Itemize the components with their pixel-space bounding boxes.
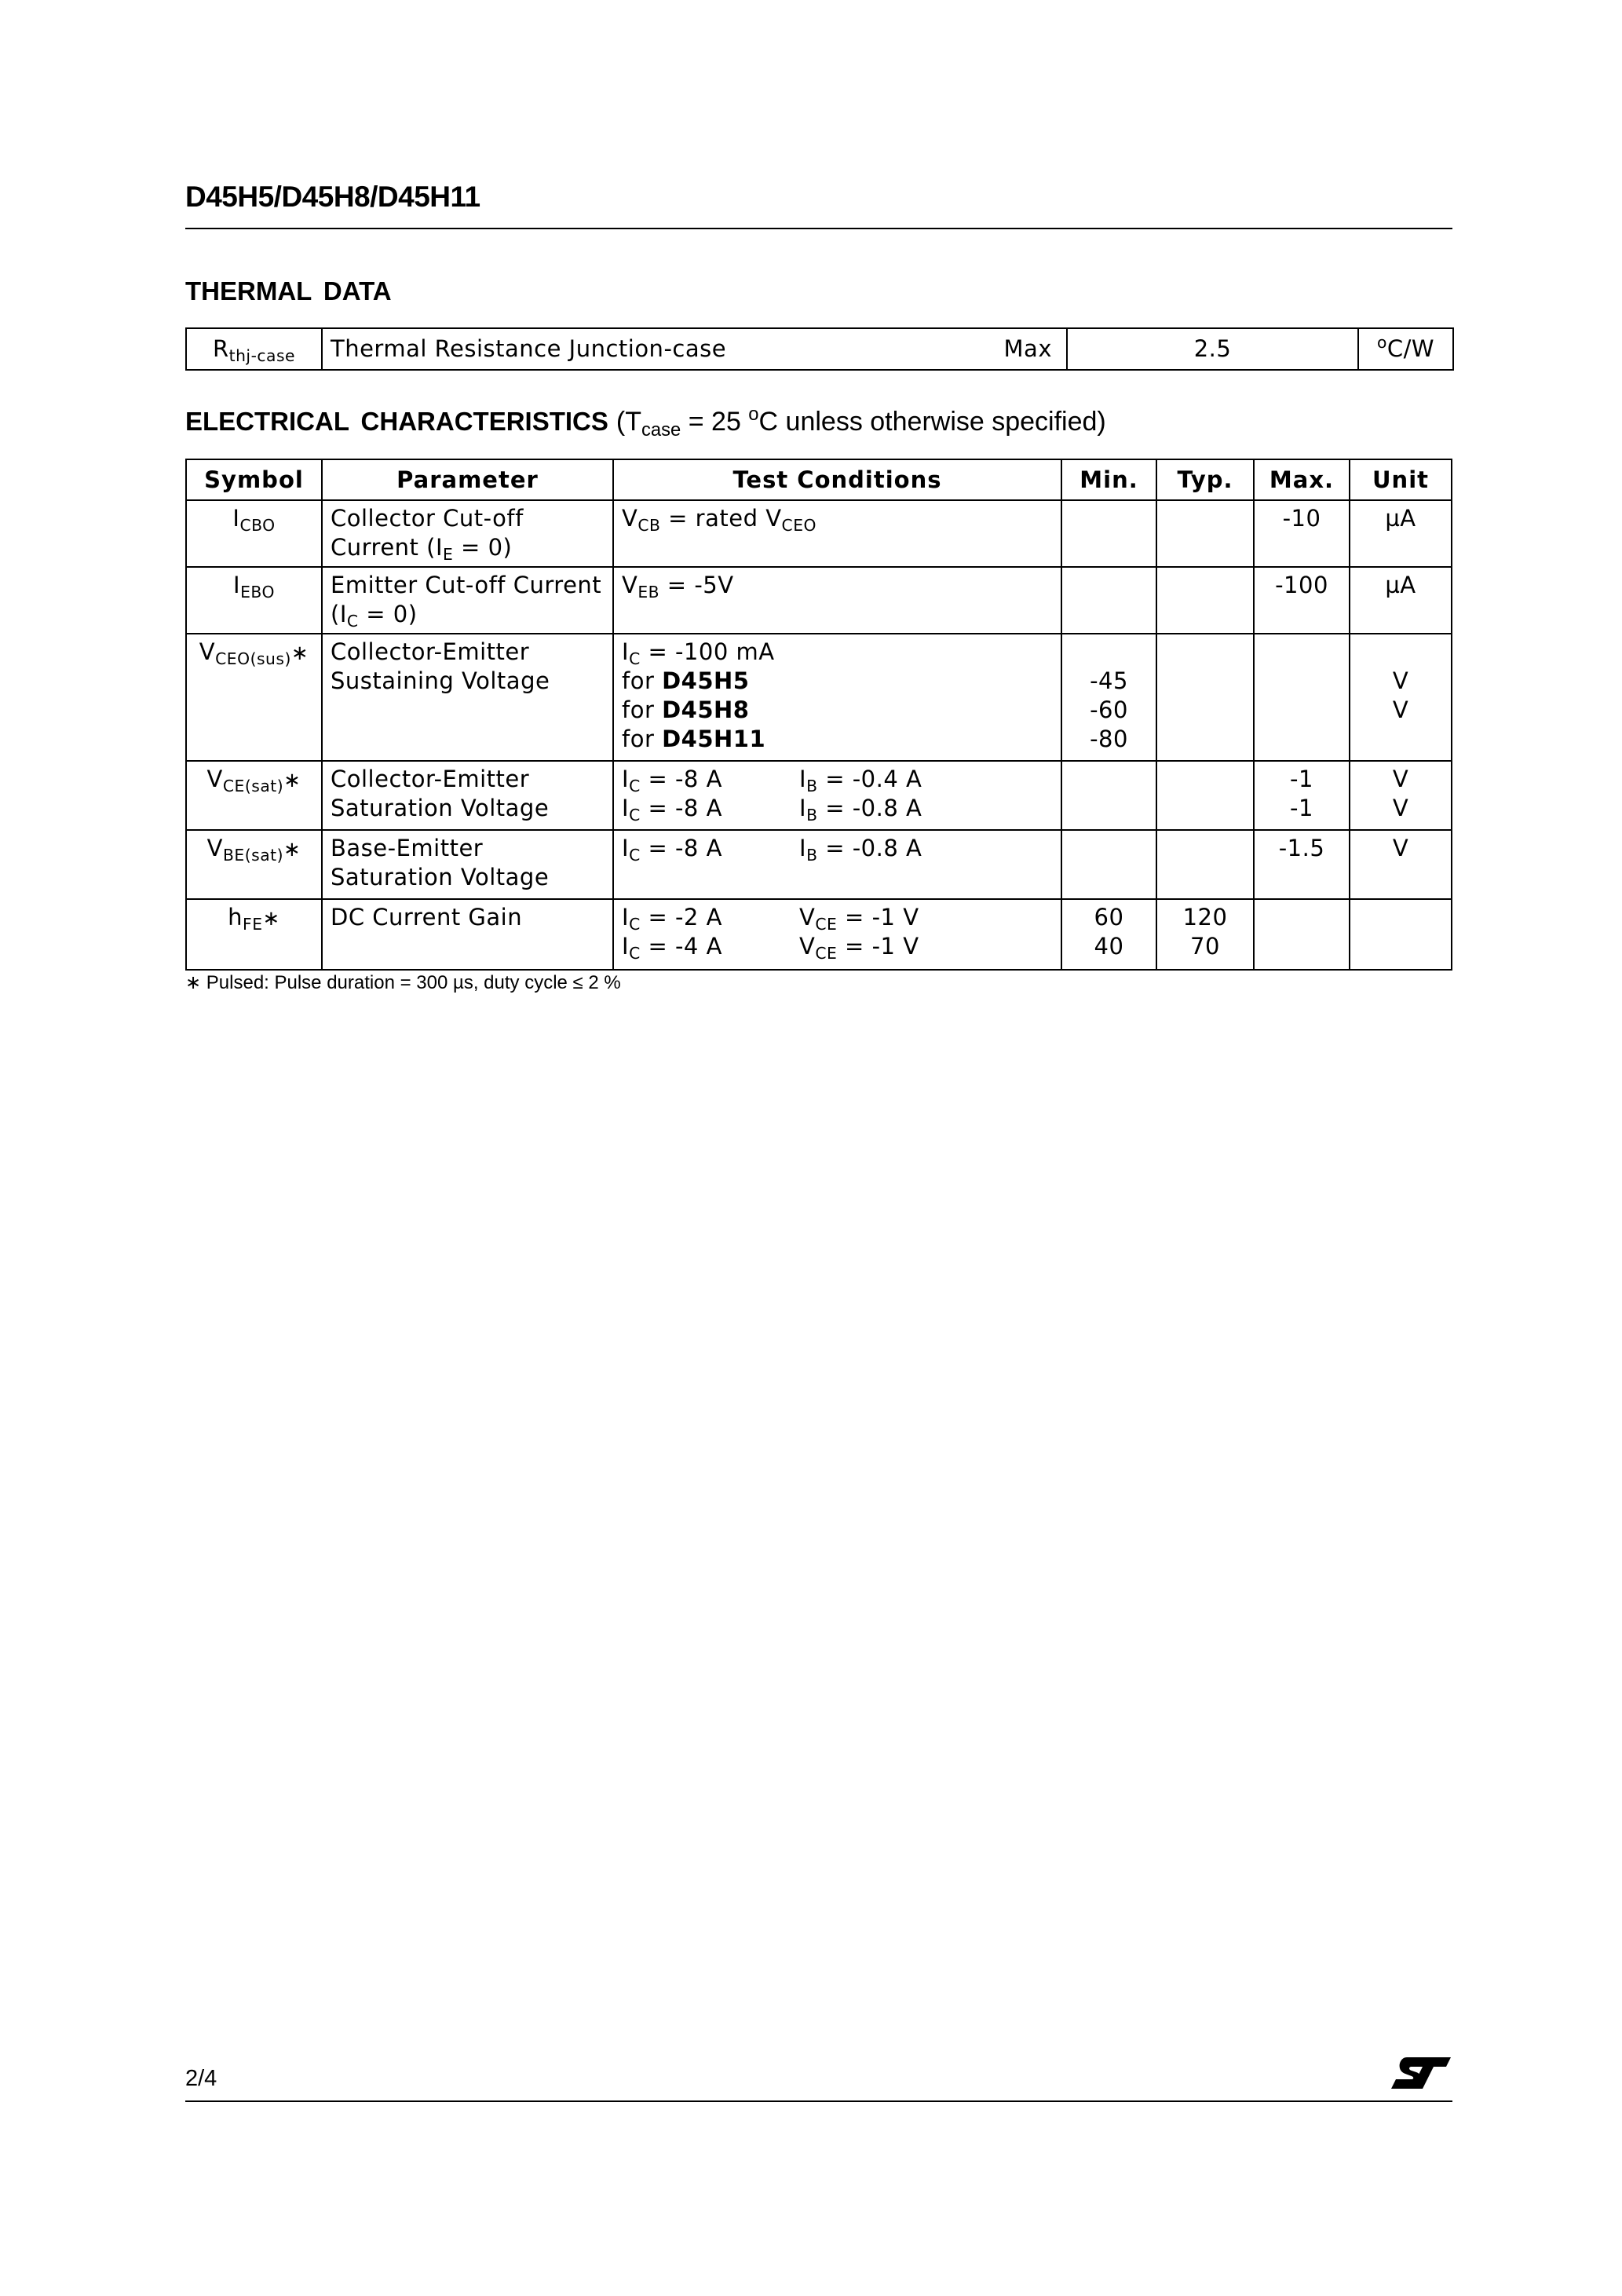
table-row — [186, 328, 1453, 370]
symbol-cell: $V_{BE(sat)}∗$ — [186, 830, 322, 899]
parameter-cell: DC Current Gain — [322, 899, 613, 970]
parameter-cell: Collector Cut-off Current $(I_E = 0)$ — [322, 500, 613, 567]
min-cell — [1061, 830, 1156, 899]
column-header: Typ. — [1156, 459, 1254, 500]
min-cell: 60 40 — [1061, 899, 1156, 970]
test-conditions-cell: $I_C = -8$ A $I_B = -0.4$ A $I_C = -8$ A $I_B = -0.8$ A — [613, 761, 1061, 830]
min-cell: -45 -60 -80 — [1061, 634, 1156, 761]
table-row — [186, 761, 1452, 830]
column-header: Symbol — [186, 459, 322, 500]
thermal-unit: $^o$C/W — [1358, 328, 1453, 370]
symbol-cell: $V_{CEO(sus)}∗$ — [186, 634, 322, 761]
typ-cell: 120 70 — [1156, 899, 1254, 970]
max-cell: -100 — [1254, 567, 1350, 634]
min-cell — [1061, 567, 1156, 634]
test-conditions-cell: $I_C = -8$ A $I_B = -0.8$ A — [613, 830, 1061, 899]
table-row — [186, 899, 1452, 970]
page-number: 2/4 — [185, 2066, 217, 2091]
electrical-conditions-note: ($T_{case} = 25$ $^o$C unless otherwise specified) — [616, 403, 1106, 441]
thermal-symbol: $R_{thj-case}$ — [186, 328, 322, 370]
test-conditions-cell: $V_{EB} = -5V$ — [613, 567, 1061, 634]
column-header: Unit — [1350, 459, 1452, 500]
max-cell — [1254, 634, 1350, 761]
table-header-row — [186, 459, 1452, 500]
unit-cell: µA — [1350, 567, 1452, 634]
thermal-description: Thermal Resistance Junction-case — [331, 335, 727, 362]
max-cell — [1254, 899, 1350, 970]
table-row — [186, 567, 1452, 634]
thermal-data-table — [185, 327, 1454, 371]
parameter-cell: Base-Emitter Saturation Voltage — [322, 830, 613, 899]
st-logo-icon — [1390, 2056, 1452, 2090]
symbol-cell: $I_{EBO}$ — [186, 567, 322, 634]
parameter-cell: Collector-Emitter Sustaining Voltage — [322, 634, 613, 761]
column-header: Max. — [1254, 459, 1350, 500]
typ-cell — [1156, 500, 1254, 567]
footer-rule — [185, 2100, 1452, 2102]
max-cell: -1.5 — [1254, 830, 1350, 899]
min-cell — [1061, 500, 1156, 567]
test-conditions-cell: $I_C = -2$ A $V_{CE} = -1$ V $I_C = -4$ A $V_{CE} = -1$ V — [613, 899, 1061, 970]
unit-cell: µA — [1350, 500, 1452, 567]
pulsed-footnote: ∗ Pulsed: Pulse duration = 300 µs, duty cycle ≤ 2 % — [185, 972, 621, 993]
thermal-description-cell — [322, 328, 1067, 370]
document-title: D45H5/D45H8/D45H11 — [185, 181, 480, 213]
column-header: Min. — [1061, 459, 1156, 500]
unit-cell: V V — [1350, 634, 1452, 761]
electrical-characteristics-title: ELECTRICAL CHARACTERISTICS ($T_{case} = 25$ $^o$C unless otherwise specified) — [185, 403, 1106, 441]
table-row — [186, 500, 1452, 567]
parameter-cell: Emitter Cut-off Current $(I_C = 0)$ — [322, 567, 613, 634]
symbol-cell: $I_{CBO}$ — [186, 500, 322, 567]
max-cell: -1 -1 — [1254, 761, 1350, 830]
unit-cell: V — [1350, 830, 1452, 899]
typ-cell — [1156, 567, 1254, 634]
table-row — [186, 830, 1452, 899]
column-header: Parameter — [322, 459, 613, 500]
thermal-qualifier: Max — [1003, 335, 1052, 362]
electrical-characteristics-table — [185, 459, 1452, 971]
min-cell — [1061, 761, 1156, 830]
symbol-cell: $h_{FE}∗$ — [186, 899, 322, 970]
parameter-cell: Collector-Emitter Saturation Voltage — [322, 761, 613, 830]
test-conditions-cell: $I_C = -100$ mA for D45H5 for D45H8 for D45H11 — [613, 634, 1061, 761]
unit-cell: V V — [1350, 761, 1452, 830]
typ-cell — [1156, 761, 1254, 830]
typ-cell — [1156, 830, 1254, 899]
thermal-data-title: THERMAL DATA — [185, 276, 392, 305]
test-conditions-cell: $V_{CB}$ = rated $V_{CEO}$ — [613, 500, 1061, 567]
symbol-cell: $V_{CE(sat)}∗$ — [186, 761, 322, 830]
thermal-value: 2.5 — [1067, 328, 1358, 370]
column-header: Test Conditions — [613, 459, 1061, 500]
max-cell: -10 — [1254, 500, 1350, 567]
table-row — [186, 634, 1452, 761]
typ-cell — [1156, 634, 1254, 761]
unit-cell — [1350, 899, 1452, 970]
header-rule — [185, 228, 1452, 229]
